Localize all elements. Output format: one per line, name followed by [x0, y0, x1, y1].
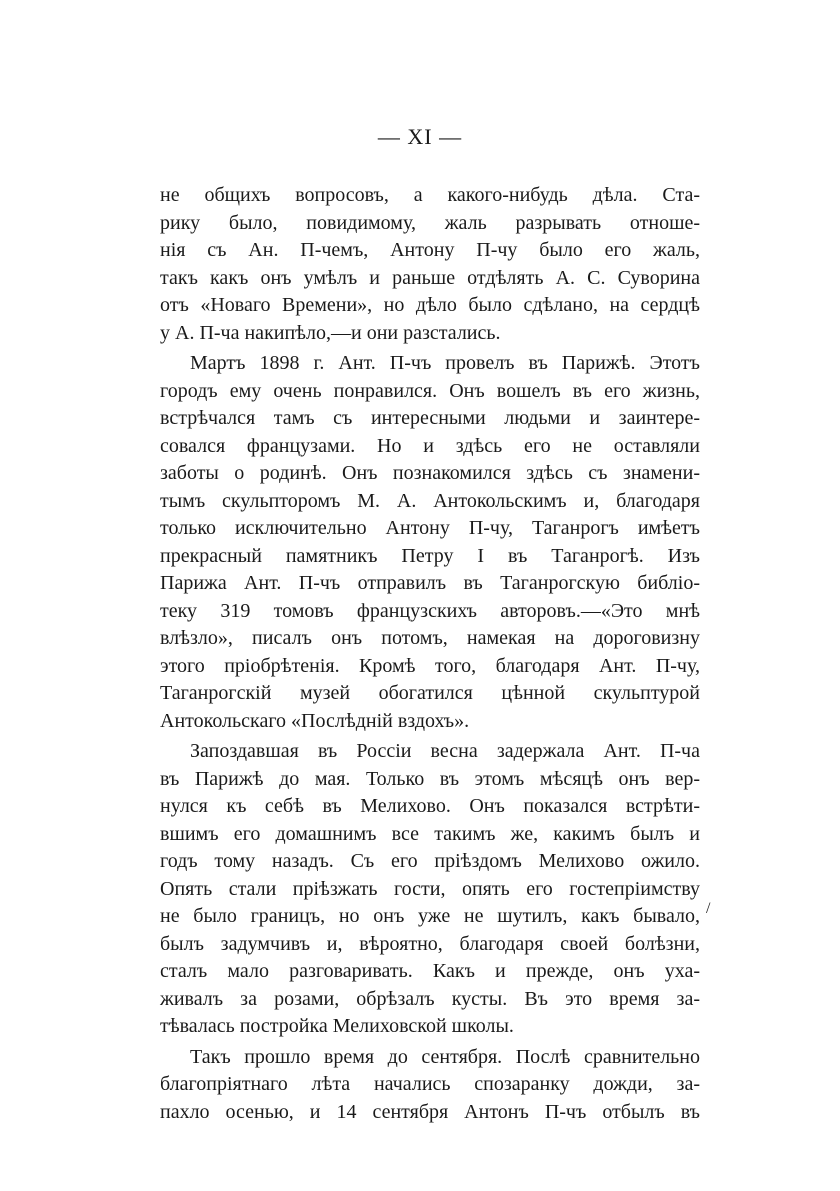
text-line: вшимъ его домашнимъ все такимъ же, какимъ былъ и — [160, 822, 700, 845]
text-line: былъ задумчивъ и, вѣроятно, благодаря своей болѣзни, — [160, 932, 700, 955]
text-line: не общихъ вопросовъ, а какого-нибудь дѣла. Ста- — [160, 184, 700, 206]
text-line: Такъ прошло время до сентября. Послѣ сравнительно — [190, 1045, 700, 1068]
text-line: у А. П-ча накипѣло,—и они разстались. — [160, 321, 501, 344]
paragraph — [160, 182, 700, 347]
text-line: этого пріобрѣтенія. Кромѣ того, благодаря Ант. П-чу, — [160, 654, 700, 677]
text-line: рику было, повидимому, жаль разрывать отноше- — [160, 211, 700, 234]
text-line: годъ тому назадъ. Съ его пріѣздомъ Мелихово ожило. — [160, 850, 700, 872]
text-line: городъ ему очень понравился. Онъ вошелъ въ его жизнь, — [160, 379, 700, 402]
text-line: благопріятнаго лѣта начались спозаранку дожди, за- — [160, 1073, 700, 1095]
paragraph — [160, 738, 700, 1041]
text-line: сталъ мало разговаривать. Какъ и прежде, онъ уха- — [160, 960, 700, 982]
text-line: заботы о родинѣ. Онъ познакомился здѣсь съ знамени- — [160, 462, 700, 484]
text-line: тѣвалась постройка Мелиховской школы. — [160, 1015, 514, 1037]
text-line: такъ какъ онъ умѣлъ и раньше отдѣлять А. С. Суворина — [160, 266, 700, 289]
text-line: влѣзло», писалъ онъ потомъ, намекая на дороговизну — [160, 627, 700, 649]
text-line: Запоздавшая въ Россіи весна задержала Ант. П-ча — [190, 740, 700, 762]
text-line: Парижа Ант. П-чъ отправилъ въ Таганрогскую библіо- — [160, 572, 700, 594]
text-line: только исключительно Антону П-чу, Таганрогъ имѣетъ — [160, 517, 700, 539]
text-line: нулся къ себѣ въ Мелихово. Онъ показался встрѣти- — [160, 795, 700, 817]
text-line: встрѣчался тамъ съ интересными людьми и заинтере- — [160, 407, 700, 429]
text-line: тымъ скульпторомъ М. А. Антокольскимъ и, благодаря — [160, 489, 700, 512]
text-line: пахло осенью, и 14 сентября Антонъ П-чъ отбылъ въ — [160, 1100, 700, 1123]
text-line: Опять стали пріѣзжать гости, опять его гостепріимству — [160, 877, 700, 900]
text-line: въ Парижѣ до мая. Только въ этомъ мѣсяцѣ онъ вер- — [160, 767, 700, 790]
text-line: Таганрогскій музей обогатился цѣнной скульптурой — [160, 682, 700, 704]
text-line: прекрасный памятникъ Петру I въ Таганрогѣ. Изъ — [160, 544, 700, 567]
text-line: отъ «Новаго Времени», но дѣло было сдѣлано, на сердцѣ — [160, 294, 700, 316]
text-line: Антокольскаго «Послѣдній вздохъ». — [160, 709, 470, 732]
text-line: нія съ Ан. П-чемъ, Антону П-чу было его жаль, — [160, 239, 700, 261]
margin-mark: / — [706, 900, 711, 917]
text-line: теку 319 томовъ французскихъ авторовъ.—«Это мнѣ — [160, 599, 700, 622]
paragraph — [160, 350, 700, 735]
text-body — [160, 182, 700, 1126]
text-line: совался французами. Но и здѣсь его не оставляли — [160, 434, 700, 457]
page-number: — XI — — [377, 124, 463, 149]
text-line: живалъ за розами, обрѣзалъ кусты. Въ это время за- — [160, 987, 700, 1010]
paragraph — [160, 1044, 700, 1127]
text-line: Мартъ 1898 г. Ант. П-чъ провелъ въ Парижѣ. Этотъ — [190, 352, 700, 374]
text-line: не было границъ, но онъ уже не шутилъ, какъ бывало, — [160, 905, 700, 927]
